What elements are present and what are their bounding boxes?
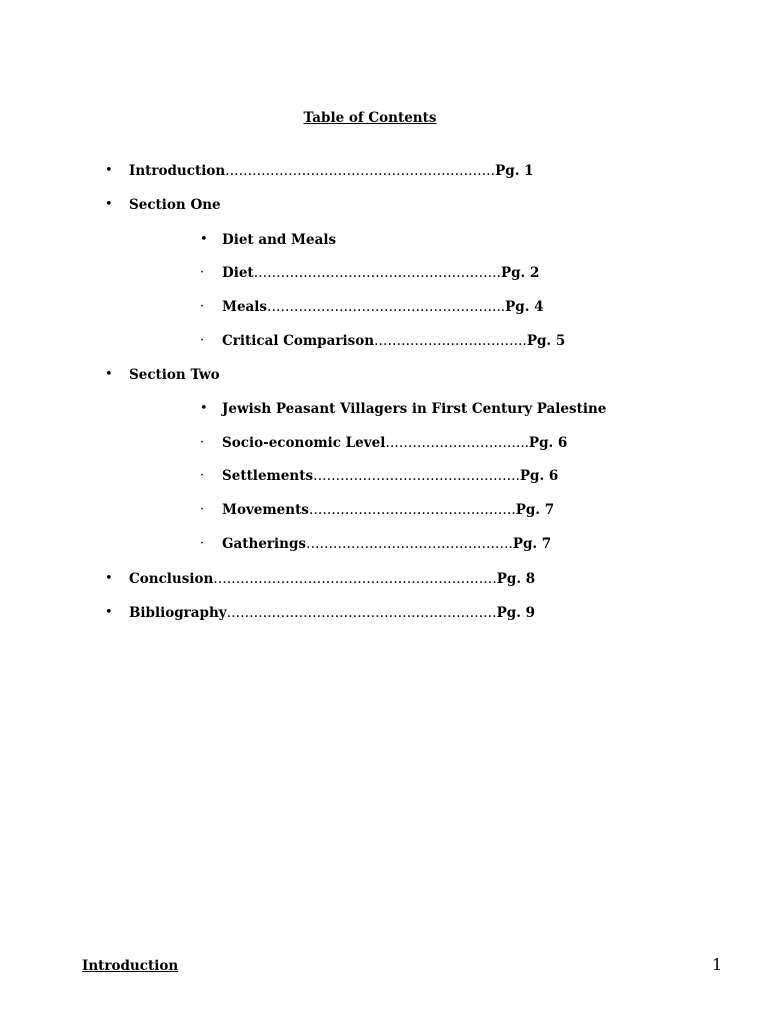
dot-leader: …………………………….	[374, 333, 527, 349]
toc-page-number: Pg. 6	[519, 468, 559, 484]
dot-marker: ·	[200, 299, 205, 314]
dot-marker: ·	[200, 536, 205, 551]
dot-leader: ……………………………………….	[306, 536, 513, 552]
toc-label: Section One	[129, 197, 221, 213]
toc-entry-jewish-peasant-villagers[interactable]	[200, 399, 607, 419]
toc-entry-gatherings[interactable]	[200, 534, 552, 554]
toc-label: Diet	[222, 265, 254, 281]
bullet-marker: •	[105, 163, 113, 178]
toc-entry-socio-economic-level[interactable]	[200, 433, 568, 453]
toc-label: Settlements	[222, 468, 314, 484]
toc-page-number: Pg. 9	[496, 605, 536, 621]
dot-leader: ……………………………………………………	[226, 605, 497, 621]
toc-label: Jewish Peasant Villagers in First Century Palestine	[222, 401, 607, 417]
bullet-marker: •	[105, 197, 113, 212]
toc-label: Bibliography	[129, 605, 227, 621]
toc-page-number: Pg. 2	[500, 265, 540, 281]
toc-page-number: Pg. 6	[528, 435, 568, 451]
toc-entry-settlements[interactable]	[200, 466, 559, 486]
toc-label: Movements	[222, 502, 309, 518]
bullet-marker: •	[105, 367, 113, 382]
toc-page-number: Pg. 5	[526, 333, 566, 349]
dot-leader: …………………………..	[385, 435, 529, 451]
toc-page-number: Pg. 7	[512, 536, 552, 552]
bullet-marker: •	[200, 401, 208, 416]
toc-entry-bibliography[interactable]	[105, 603, 536, 623]
dot-marker: ·	[200, 265, 205, 280]
toc-page-number: Pg. 7	[515, 502, 555, 518]
bullet-marker: •	[105, 571, 113, 586]
toc-label: Introduction	[129, 163, 226, 179]
section-heading-introduction: Introduction	[82, 958, 179, 974]
dot-leader: ……………………………………….	[313, 468, 520, 484]
toc-label: Meals	[222, 299, 268, 315]
toc-page-number: Pg. 1	[495, 163, 534, 179]
dot-leader: ……………………………………………..	[267, 299, 506, 315]
toc-label: Diet and Meals	[222, 232, 337, 248]
toc-page-number: Pg. 4	[505, 299, 544, 315]
toc-entry-meals[interactable]	[200, 297, 544, 317]
toc-entry-critical-comparison[interactable]	[200, 331, 566, 351]
toc-entry-diet-and-meals[interactable]	[200, 230, 337, 250]
dot-leader: ……………………………………….	[308, 502, 516, 518]
toc-label: Gatherings	[222, 536, 307, 552]
toc-page-number: Pg. 8	[496, 571, 536, 587]
page-title: Table of Contents	[303, 110, 437, 126]
toc-label: Conclusion	[129, 571, 214, 587]
dot-leader: ………………………………………………………	[213, 571, 497, 587]
toc-label: Section Two	[129, 367, 220, 383]
dot-marker: ·	[200, 435, 205, 450]
page-number: 1	[712, 955, 723, 974]
toc-entry-section-one[interactable]	[105, 195, 221, 215]
dot-leader: ……………………………………………….	[253, 265, 501, 281]
toc-label: Socio-economic Level	[222, 435, 386, 451]
dot-marker: ·	[200, 502, 205, 517]
toc-entry-conclusion[interactable]	[105, 569, 536, 589]
toc-entry-introduction[interactable]	[105, 161, 534, 181]
toc-entry-movements[interactable]	[200, 500, 555, 520]
toc-label: Critical Comparison	[222, 333, 375, 349]
dot-leader: ……………………………………………………	[225, 163, 496, 179]
toc-entry-diet[interactable]	[200, 263, 540, 283]
dot-marker: ·	[200, 468, 205, 483]
bullet-marker: •	[200, 232, 208, 247]
bullet-marker: •	[105, 605, 113, 620]
toc-entry-section-two[interactable]	[105, 365, 220, 385]
dot-marker: ·	[200, 333, 205, 348]
